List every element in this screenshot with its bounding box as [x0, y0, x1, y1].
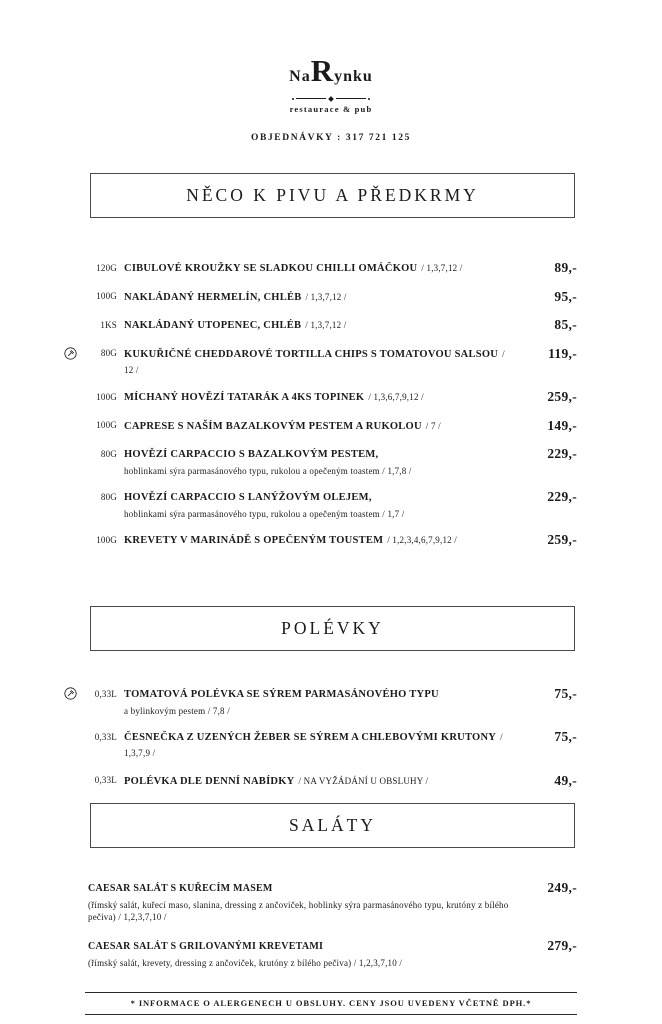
- icon-spacer: [64, 418, 81, 419]
- icon-spacer: [64, 729, 81, 730]
- item-name: POLÉVKA DLE DENNÍ NABÍDKY: [124, 775, 295, 787]
- item-name: CAESAR SALÁT S GRILOVANÝMI KREVETAMI: [88, 940, 324, 952]
- icon-spacer: [64, 260, 81, 261]
- menu-item: [64, 317, 577, 333]
- orders-phone-line: OBJEDNÁVKY : 317 721 125: [251, 133, 411, 143]
- item-text: [124, 389, 525, 405]
- item-price: 75,-: [554, 729, 577, 744]
- item-text: [124, 418, 525, 434]
- item-allergens: / 1,3,7,9 /: [124, 732, 503, 758]
- icon-spacer: [64, 489, 81, 490]
- item-quantity: 80G: [100, 348, 117, 358]
- menu-item: [64, 773, 577, 789]
- item-quantity: 80G: [100, 491, 117, 502]
- item-allergens: / 1,2,3,4,6,7,9,12 /: [387, 535, 458, 545]
- item-description: (římský salát, krevety, dressing z ančoviček, krutóny z bílého pečiva) / 1,2,3,7,10 /: [88, 957, 403, 968]
- logo-ornament-divider: [286, 95, 376, 102]
- fork-circle-icon: [64, 686, 81, 700]
- item-allergens: / 1,3,7,12 /: [421, 263, 463, 273]
- item-price: 149,-: [547, 417, 577, 433]
- item-quantity: 120G: [96, 262, 117, 273]
- icon-spacer: [64, 289, 81, 290]
- item-text: [124, 729, 525, 760]
- item-text: [124, 289, 525, 305]
- allergen-footer-note: * INFORMACE O ALERGENECH U OBSLUHY. CENY JSOU UVEDENY VČETNĚ DPH.*: [85, 992, 577, 1015]
- menu-item: [64, 446, 577, 477]
- logo-text-na: Na: [289, 68, 311, 85]
- section-title: SALÁTY: [288, 814, 377, 835]
- item-allergens: / NA VYŽÁDÁNÍ U OBSLUHY /: [298, 775, 429, 786]
- logo-text-r: R: [310, 53, 335, 88]
- item-allergens: / 1,3,7,12 /: [305, 291, 347, 302]
- item-price: 279,-: [547, 937, 577, 953]
- item-name: HOVĚZÍ CARPACCIO S BAZALKOVÝM PESTEM,: [124, 449, 379, 460]
- item-price: 259,-: [547, 532, 577, 547]
- logo-subtitle: restaurace & pub: [289, 104, 373, 114]
- item-text: [124, 489, 525, 520]
- restaurant-logo: [0, 0, 662, 114]
- item-quantity: 0,33L: [94, 731, 117, 742]
- menu-item: [88, 938, 577, 969]
- item-price: 229,-: [547, 489, 577, 504]
- menu-content: [64, 173, 577, 969]
- item-price: 119,-: [548, 345, 577, 361]
- menu-item: [88, 880, 577, 923]
- item-allergens: / 12 /: [124, 348, 505, 375]
- item-text: [124, 686, 525, 717]
- section-header-salaty: [90, 803, 575, 848]
- menu-item: [64, 729, 577, 760]
- fork-circle-icon: [64, 346, 81, 360]
- item-text: [124, 773, 525, 789]
- item-description: a bylinkovým pestem / 7,8 /: [124, 705, 230, 716]
- icon-spacer: [64, 532, 81, 533]
- item-name: CIBULOVÉ KROUŽKY SE SLADKOU CHILLI OMÁČKOU: [124, 263, 418, 274]
- item-text: [88, 938, 525, 969]
- item-text: [124, 446, 525, 477]
- icon-spacer: [64, 773, 81, 774]
- item-quantity: 0,33L: [94, 775, 117, 785]
- item-allergens: / 1,3,6,7,9,12 /: [368, 392, 424, 402]
- item-price: 49,-: [554, 772, 577, 788]
- menu-item: [64, 532, 577, 548]
- item-name: HOVĚZÍ CARPACCIO S LANÝŽOVÝM OLEJEM,: [124, 492, 372, 503]
- item-text: [124, 532, 525, 548]
- menu-item: [64, 289, 577, 305]
- item-price: 75,-: [554, 686, 577, 701]
- logo-wordmark: [0, 53, 662, 92]
- item-quantity: 100G: [96, 420, 117, 430]
- item-price: 259,-: [547, 389, 577, 404]
- section-title: NĚCO K PIVU A PŘEDKRMY: [186, 185, 479, 205]
- item-quantity: 100G: [96, 291, 117, 301]
- item-name: KREVETY V MARINÁDĚ S OPEČENÝM TOUSTEM: [124, 535, 384, 546]
- item-price: 95,-: [554, 288, 577, 304]
- menu-item: [64, 346, 577, 377]
- section-items-salaty: [64, 880, 577, 969]
- section-title: POLÉVKY: [281, 618, 384, 638]
- item-price: 85,-: [554, 317, 577, 332]
- item-name: ČESNEČKA Z UZENÝCH ŽEBER SE SÝREM A CHLEBOVÝMI KRUTONY: [124, 732, 497, 743]
- item-allergens: / 7 /: [425, 420, 441, 431]
- item-quantity: 0,33L: [94, 688, 117, 699]
- item-text: [124, 317, 525, 333]
- item-name: NAKLÁDANÝ UTOPENEC, CHLÉB: [124, 320, 302, 331]
- item-price: 229,-: [547, 446, 577, 461]
- item-name: TOMATOVÁ POLÉVKA SE SÝREM PARMASÁNOVÉHO TYPU: [124, 689, 439, 700]
- icon-spacer: [64, 317, 81, 318]
- item-name: MÍCHANÝ HOVĚZÍ TATARÁK A 4KS TOPINEK: [124, 392, 365, 403]
- item-description: hoblinkami sýra parmasánového typu, rukolou a opečeným toastem / 1,7,8 /: [124, 465, 412, 476]
- menu-item: [64, 686, 577, 717]
- menu-item: [64, 260, 577, 276]
- item-price: 89,-: [554, 260, 577, 275]
- item-price: 249,-: [547, 879, 577, 895]
- item-text: [124, 346, 525, 377]
- item-quantity: 100G: [96, 534, 117, 545]
- menu-item: [64, 418, 577, 434]
- menu-item: [64, 389, 577, 405]
- item-name: CAESAR SALÁT S KUŘECÍM MASEM: [88, 882, 273, 894]
- logo-text-ynku: ynku: [334, 68, 373, 85]
- icon-spacer: [64, 446, 81, 447]
- item-quantity: 80G: [100, 448, 117, 459]
- item-name: KUKUŘIČNÉ CHEDDAROVÉ TORTILLA CHIPS S TOMATOVOU SALSOU: [124, 348, 499, 360]
- menu-item: [64, 489, 577, 520]
- section-items-predkrmy: [64, 260, 577, 548]
- item-quantity: 1KS: [100, 319, 117, 330]
- section-header-polevky: [90, 606, 575, 651]
- section-items-polevky: [64, 686, 577, 789]
- item-name: NAKLÁDANÝ HERMELÍN, CHLÉB: [124, 291, 302, 303]
- item-allergens: / 1,3,7,12 /: [305, 320, 347, 330]
- item-text: [88, 880, 525, 923]
- section-header-predkrmy: [90, 173, 575, 218]
- item-text: [124, 260, 525, 276]
- item-description: (římský salát, kuřecí maso, slanina, dressing z ančoviček, hoblinky sýra parmasánového typu, krutóny z bílého pečiva) / 1,2,3,7,10 /: [88, 899, 509, 922]
- item-name: CAPRESE S NAŠÍM BAZALKOVÝM PESTEM A RUKOLOU: [124, 420, 422, 432]
- item-description: hoblinkami sýra parmasánového typu, rukolou a opečeným toastem / 1,7 /: [124, 508, 405, 519]
- item-quantity: 100G: [96, 391, 117, 402]
- icon-spacer: [64, 389, 81, 390]
